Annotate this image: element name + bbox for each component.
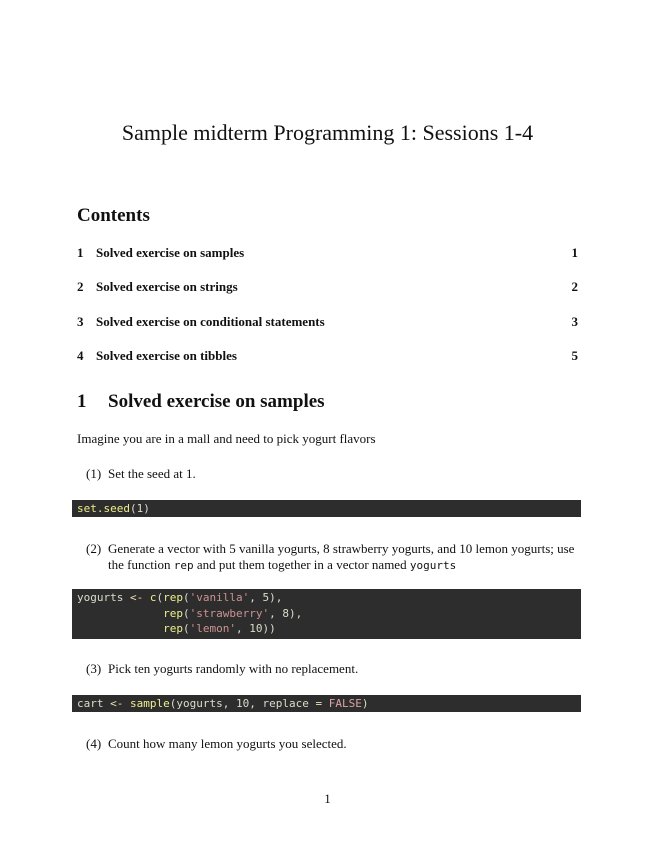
code-token: c [149, 591, 157, 604]
page-number: 1 [324, 791, 331, 806]
code-token: , 8), [269, 606, 303, 620]
code-token: cart [77, 697, 111, 710]
toc-page: 1 [571, 245, 578, 260]
code-token: , 5), [249, 591, 283, 604]
section-number: 1 [77, 391, 87, 412]
item-text [108, 541, 586, 574]
code-token: , 10)) [235, 622, 276, 635]
code-token: 'lemon' [189, 622, 236, 635]
code-token: yogurts [77, 591, 130, 604]
code-token: ( [182, 606, 190, 620]
toc-title: Solved exercise on strings [96, 279, 238, 294]
code-token [143, 591, 150, 604]
code-token: ( [182, 622, 190, 635]
toc-number: 2 [77, 279, 84, 294]
code-block[interactable] [72, 589, 581, 639]
toc-title: Solved exercise on samples [96, 245, 245, 260]
toc-entry[interactable] [77, 348, 578, 366]
toc-page: 3 [571, 314, 578, 329]
code-token: = [315, 697, 323, 710]
code-token: (yogurts, 10, replace [169, 697, 316, 710]
item-text: Pick ten yogurts randomly with no replacement. [108, 661, 359, 676]
code-token: ( [156, 591, 164, 604]
code-token: <- [110, 697, 124, 710]
item-number: (3) [86, 661, 102, 676]
item-text-part: and put them together in a vector named [193, 557, 410, 572]
item-number: (4) [86, 736, 102, 751]
code-block[interactable] [72, 695, 581, 712]
code-token [123, 697, 130, 710]
code-token: rep [163, 591, 183, 604]
code-token [77, 607, 163, 620]
code-token: sample [130, 697, 170, 710]
code-token: <- [129, 591, 144, 604]
section-title: Solved exercise on samples [108, 391, 325, 412]
toc-entry[interactable] [77, 279, 578, 297]
code-token [77, 622, 163, 635]
code-token: ( [182, 591, 190, 604]
code-token: set.seed [77, 502, 130, 515]
toc-page: 5 [571, 348, 578, 363]
code-token: 'strawberry' [189, 606, 270, 620]
section-heading [77, 391, 325, 413]
code-token: rep [163, 622, 183, 635]
toc-number: 1 [77, 245, 84, 260]
code-token: ) [361, 697, 369, 710]
toc-number: 4 [77, 348, 84, 363]
toc-title: Solved exercise on tibbles [96, 348, 237, 363]
item-text: Count how many lemon yogurts you selected. [108, 736, 347, 751]
code-token: rep [163, 606, 183, 620]
inline-code: rep [173, 559, 194, 572]
toc-page: 2 [571, 279, 578, 294]
item-text-part: Generate a vector with 5 vanilla yogurts, 8 strawberry yogurts, and 10 lemon yogurts; use the function [108, 541, 575, 572]
toc-entry[interactable] [77, 314, 578, 332]
item-text: Set the seed at 1. [108, 466, 196, 481]
toc-title: Solved exercise on conditional statements [96, 314, 325, 329]
contents-heading: Contents [77, 205, 150, 226]
code-token: 'vanilla' [189, 591, 250, 604]
code-token: FALSE [328, 697, 362, 710]
item-number: (1) [86, 466, 102, 481]
inline-code: yogurts [409, 559, 457, 572]
item-number: (2) [86, 541, 102, 556]
code-block[interactable] [72, 500, 581, 517]
intro-paragraph: Imagine you are in a mall and need to pick yogurt flavors [77, 431, 376, 446]
toc-number: 3 [77, 314, 84, 329]
toc-entry[interactable] [77, 245, 578, 263]
code-token [322, 697, 329, 710]
exercise-item [86, 541, 586, 575]
document-title: Sample midterm Programming 1: Sessions 1-4 [121, 120, 534, 145]
code-token: (1) [129, 502, 150, 515]
